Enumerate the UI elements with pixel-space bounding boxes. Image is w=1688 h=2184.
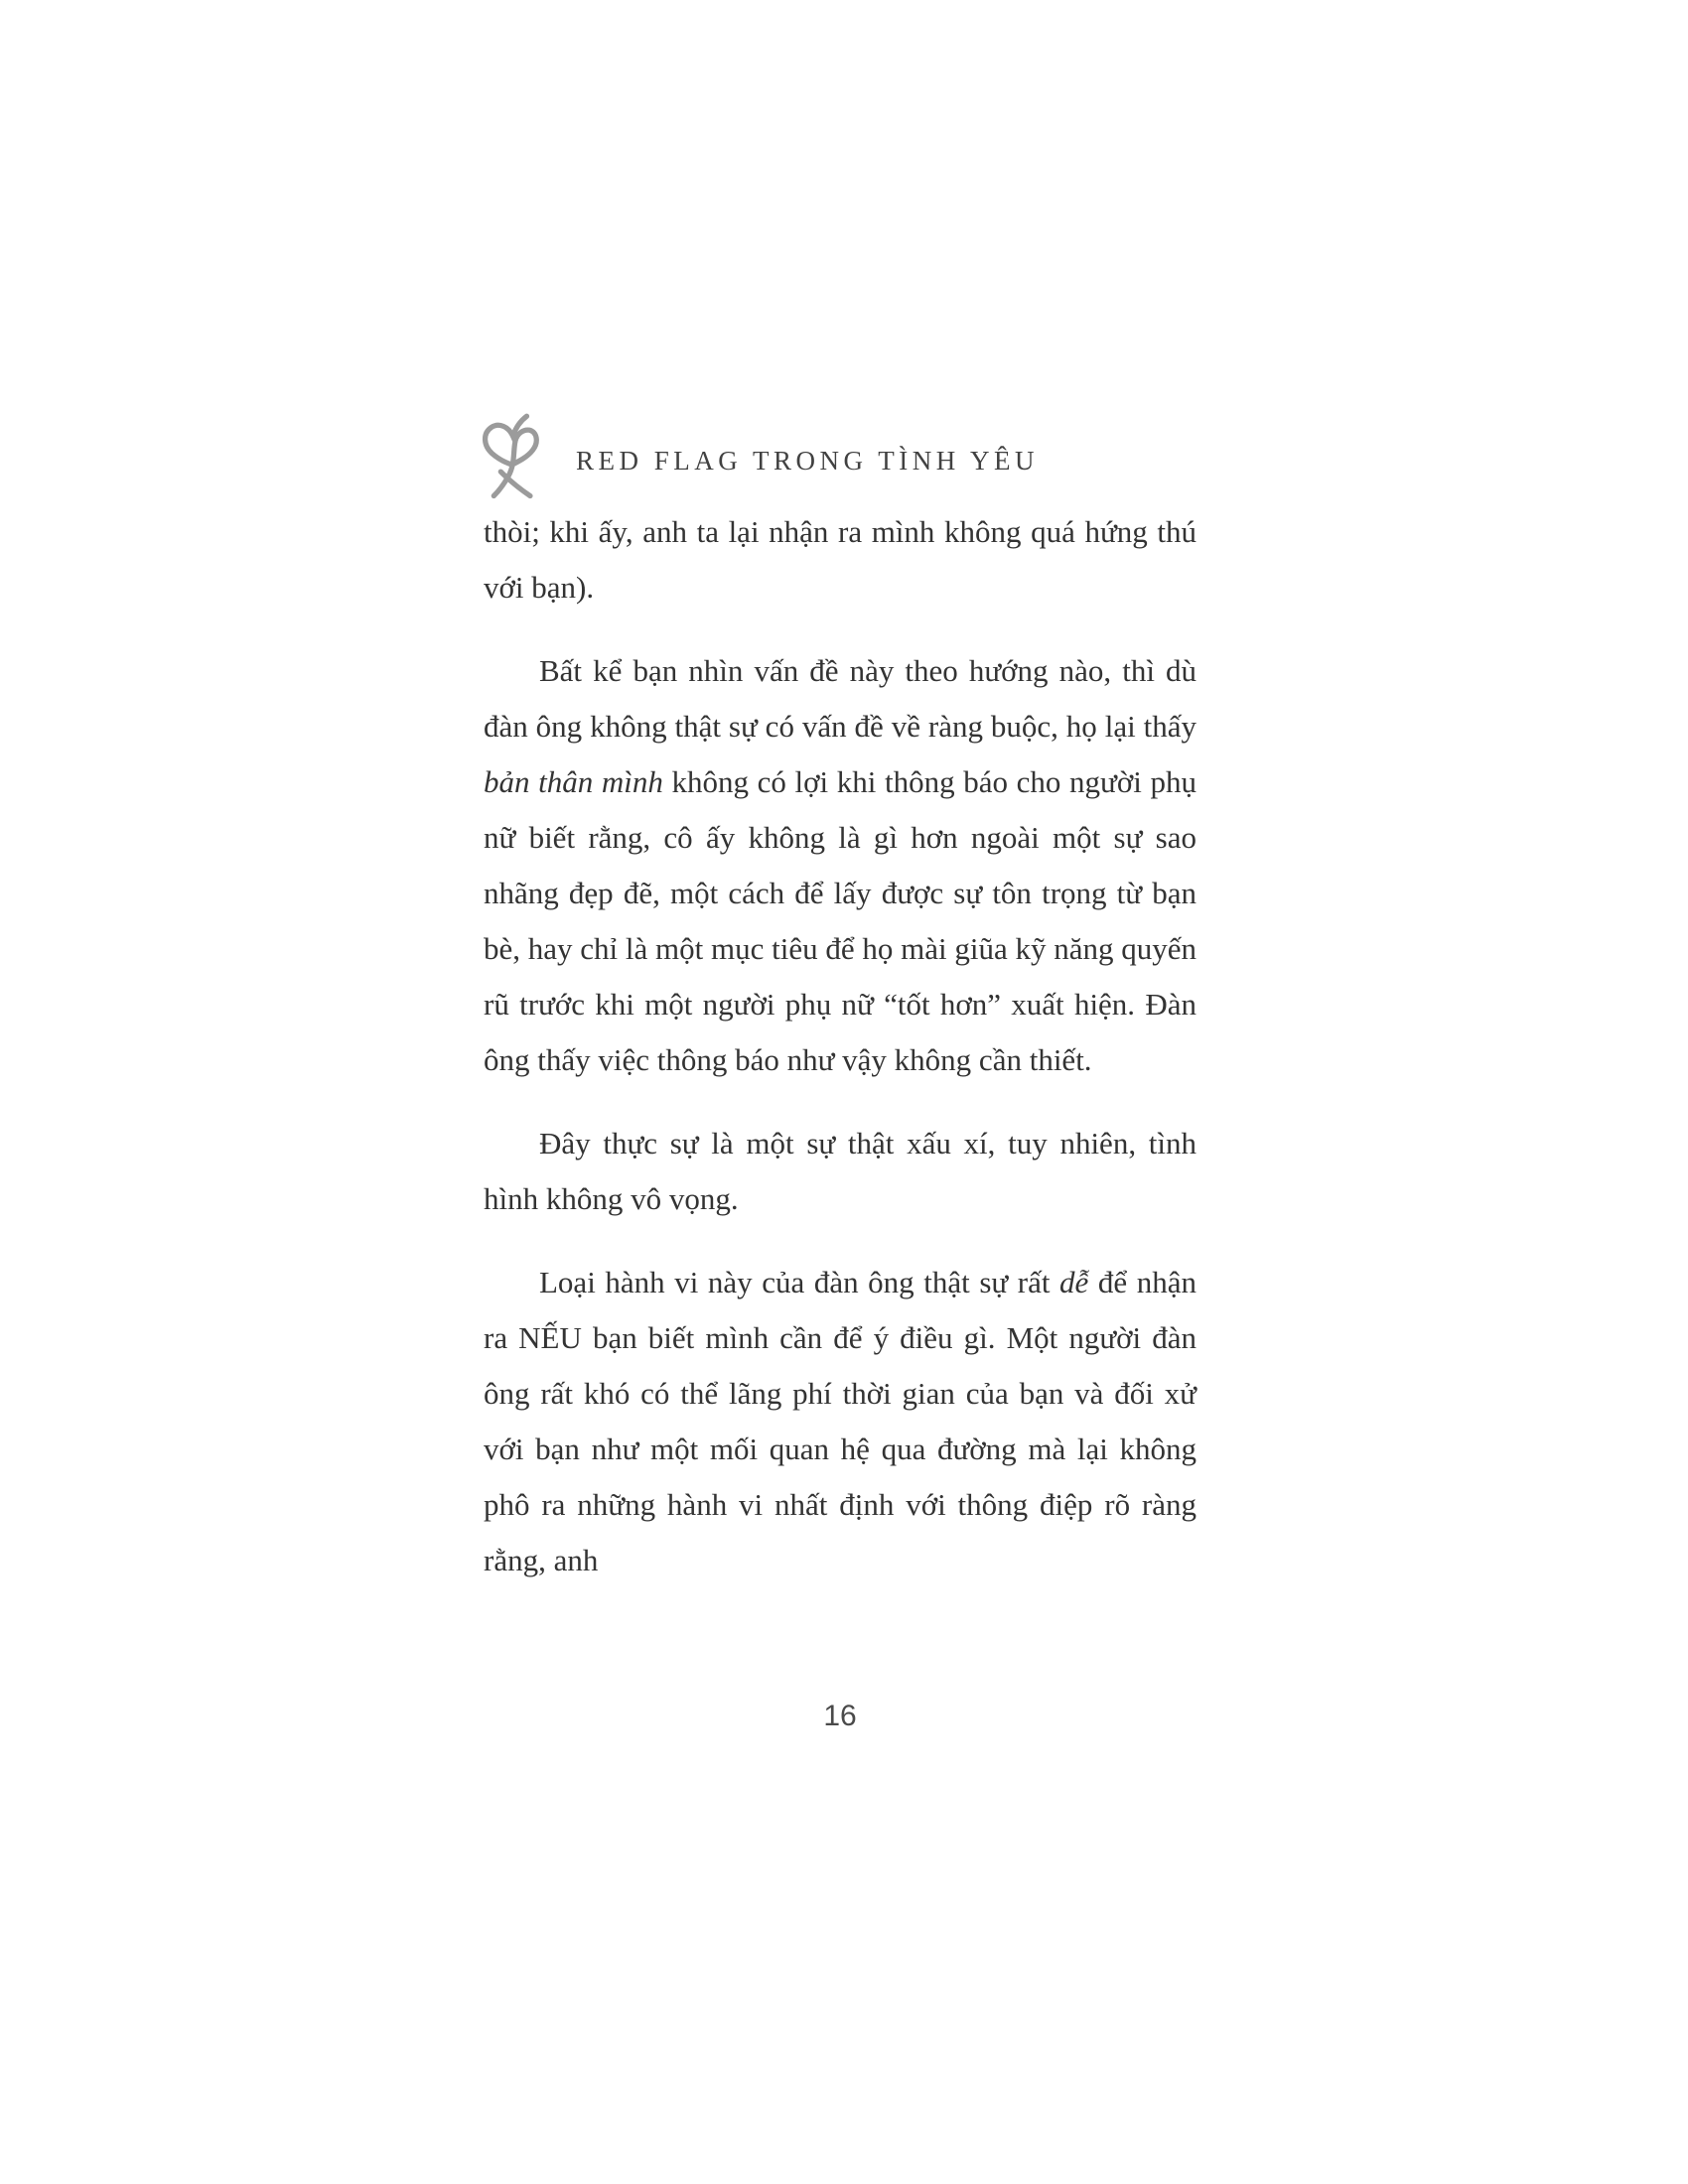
- body-paragraph: [484, 1116, 1196, 1227]
- heart-scribble-icon: [473, 411, 560, 506]
- body-text-run: thòi; khi ấy, anh ta lại nhận ra mình không quá hứng thú với bạn).: [484, 514, 1196, 605]
- body-text-run: Bất kể bạn nhìn vấn đề này theo hướng nào, thì dù đàn ông không thật sự có vấn đề về ràng buộc, họ lại thấy: [484, 653, 1196, 744]
- body-paragraph: [484, 1255, 1196, 1588]
- body-text-run: không có lợi khi thông báo cho người phụ nữ biết rằng, cô ấy không là gì hơn ngoài một sự sao nhãng đẹp đẽ, một cách để lấy được sự tôn trọng từ bạn bè, hay chỉ là một mục tiêu để họ mài giũa kỹ năng quyến rũ trước khi một người phụ nữ “tốt hơn” xuất hiện. Đàn ông thấy việc thông báo như vậy không cần thiết.: [484, 764, 1196, 1077]
- page-number: 16: [823, 1700, 857, 1732]
- running-header: [473, 411, 1039, 506]
- body-paragraph: [484, 643, 1196, 1088]
- body-text-run-italic: dễ: [1059, 1265, 1089, 1299]
- body-text-run: Loại hành vi này của đàn ông thật sự rất: [539, 1265, 1060, 1299]
- page-body: [484, 504, 1196, 1616]
- running-header-title: RED FLAG TRONG TÌNH YÊU: [576, 445, 1039, 476]
- body-paragraph: [484, 504, 1196, 615]
- body-text-run: để nhận ra NẾU bạn biết mình cần để ý điều gì. Một người đàn ông rất khó có thể lãng phí thời gian của bạn và đối xử với bạn như một mối quan hệ qua đường mà lại không phô ra những hành vi nhất định với thông điệp rõ ràng rằng, anh: [484, 1265, 1196, 1577]
- body-text-run: Đây thực sự là một sự thật xấu xí, tuy nhiên, tình hình không vô vọng.: [484, 1126, 1196, 1216]
- body-text-run-italic: bản thân mình: [484, 764, 663, 799]
